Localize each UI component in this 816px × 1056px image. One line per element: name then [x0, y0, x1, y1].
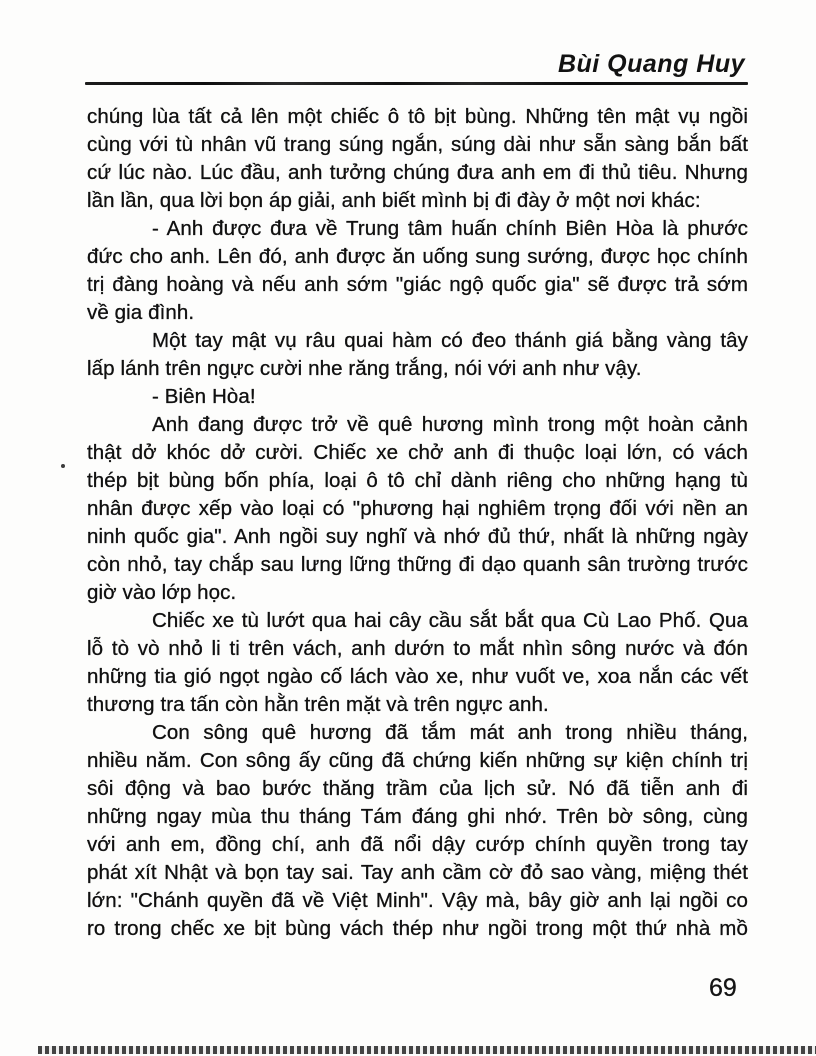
text-line: lỗ tò vò nhỏ li ti trên vách, anh dướn to mắt nhìn sông nước và đón: [87, 637, 748, 660]
text-line: những ngay mùa thu tháng Tám đáng ghi nhớ. Trên bờ sông, cùng: [87, 805, 748, 828]
text-line: thương tra tấn còn hằn trên mặt và trên ngực anh.: [87, 693, 549, 716]
text-line: cứ lúc nào. Lúc đầu, anh tưởng chúng đưa anh em đi thủ tiêu. Nhưng: [87, 161, 748, 184]
page-number: 69: [709, 974, 737, 1002]
text-line: nhân được xếp vào loại có "phương hại nghiêm trọng đối với nền an: [87, 497, 748, 520]
scan-artifact-dot: [61, 464, 65, 468]
text-line: trị đàng hoàng và nếu anh sớm "giác ngộ quốc gia" sẽ được trả sớm: [87, 273, 748, 296]
header-rule: [85, 82, 748, 85]
text-line: đức cho anh. Lên đó, anh được ăn uống sung sướng, được học chính: [87, 245, 748, 268]
text-line: cùng với tù nhân vũ trang súng ngắn, súng dài như sẵn sàng bắn bất: [87, 133, 748, 156]
page-body-text: [87, 103, 748, 943]
text-line: lần lần, qua lời bọn áp giải, anh biết mình bị đi đày ở một nơi khác:: [87, 189, 701, 212]
text-line: chúng lùa tất cả lên một chiếc ô tô bịt bùng. Những tên mật vụ ngồi: [87, 105, 748, 128]
text-line: nhiều năm. Con sông ấy cũng đã chứng kiến những sự kiện chính trị: [87, 749, 748, 772]
text-line: - Biên Hòa!: [152, 385, 256, 408]
text-line: với anh em, đồng chí, anh đã nổi dậy cướp chính quyền trong tay: [87, 833, 748, 856]
text-line: giờ vào lớp học.: [87, 581, 237, 604]
scan-edge-band: [38, 1046, 816, 1054]
text-line: thép bịt bùng bốn phía, loại ô tô chỉ dành riêng cho những hạng tù: [87, 469, 748, 492]
text-line: Chiếc xe tù lướt qua hai cây cầu sắt bắt qua Cù Lao Phố. Qua: [152, 609, 748, 632]
text-line: ninh quốc gia". Anh ngồi suy nghĩ và nhớ đủ thứ, nhất là những ngày: [87, 525, 748, 548]
text-line: thật dở khóc dở cười. Chiếc xe chở anh đi thuộc loại lớn, có vách: [87, 441, 748, 464]
text-line: về gia đình.: [87, 301, 195, 324]
text-line: - Anh được đưa về Trung tâm huấn chính Biên Hòa là phước: [152, 217, 748, 240]
text-line: Con sông quê hương đã tắm mát anh trong nhiều tháng,: [152, 721, 748, 744]
text-line: lấp lánh trên ngực cười nhe răng trắng, nói với anh như vậy.: [87, 357, 642, 380]
text-line: Anh đang được trở về quê hương mình trong một hoàn cảnh: [152, 413, 748, 436]
text-line: lớn: "Chánh quyền đã về Việt Minh". Vậy mà, bây giờ anh lại ngồi co: [87, 889, 748, 912]
text-line: phát xít Nhật và bọn tay sai. Tay anh cầm cờ đỏ sao vàng, miệng thét: [87, 861, 748, 884]
text-line: còn nhỏ, tay chắp sau lưng lững thững đi dạo quanh sân trường trước: [87, 553, 748, 576]
text-line: ro trong chếc xe bịt bùng vách thép như ngồi trong một thứ nhà mồ: [87, 917, 748, 940]
text-line: những tia gió ngọt ngào cố lách vào xe, như vuốt ve, xoa nắn các vết: [87, 665, 748, 688]
text-line: sôi động và bao bước thăng trầm của lịch sử. Nó đã tiễn anh đi: [87, 777, 748, 800]
text-line: Một tay mật vụ râu quai hàm có đeo thánh giá bằng vàng tây: [152, 329, 748, 352]
running-header-author: Bùi Quang Huy: [557, 50, 745, 78]
